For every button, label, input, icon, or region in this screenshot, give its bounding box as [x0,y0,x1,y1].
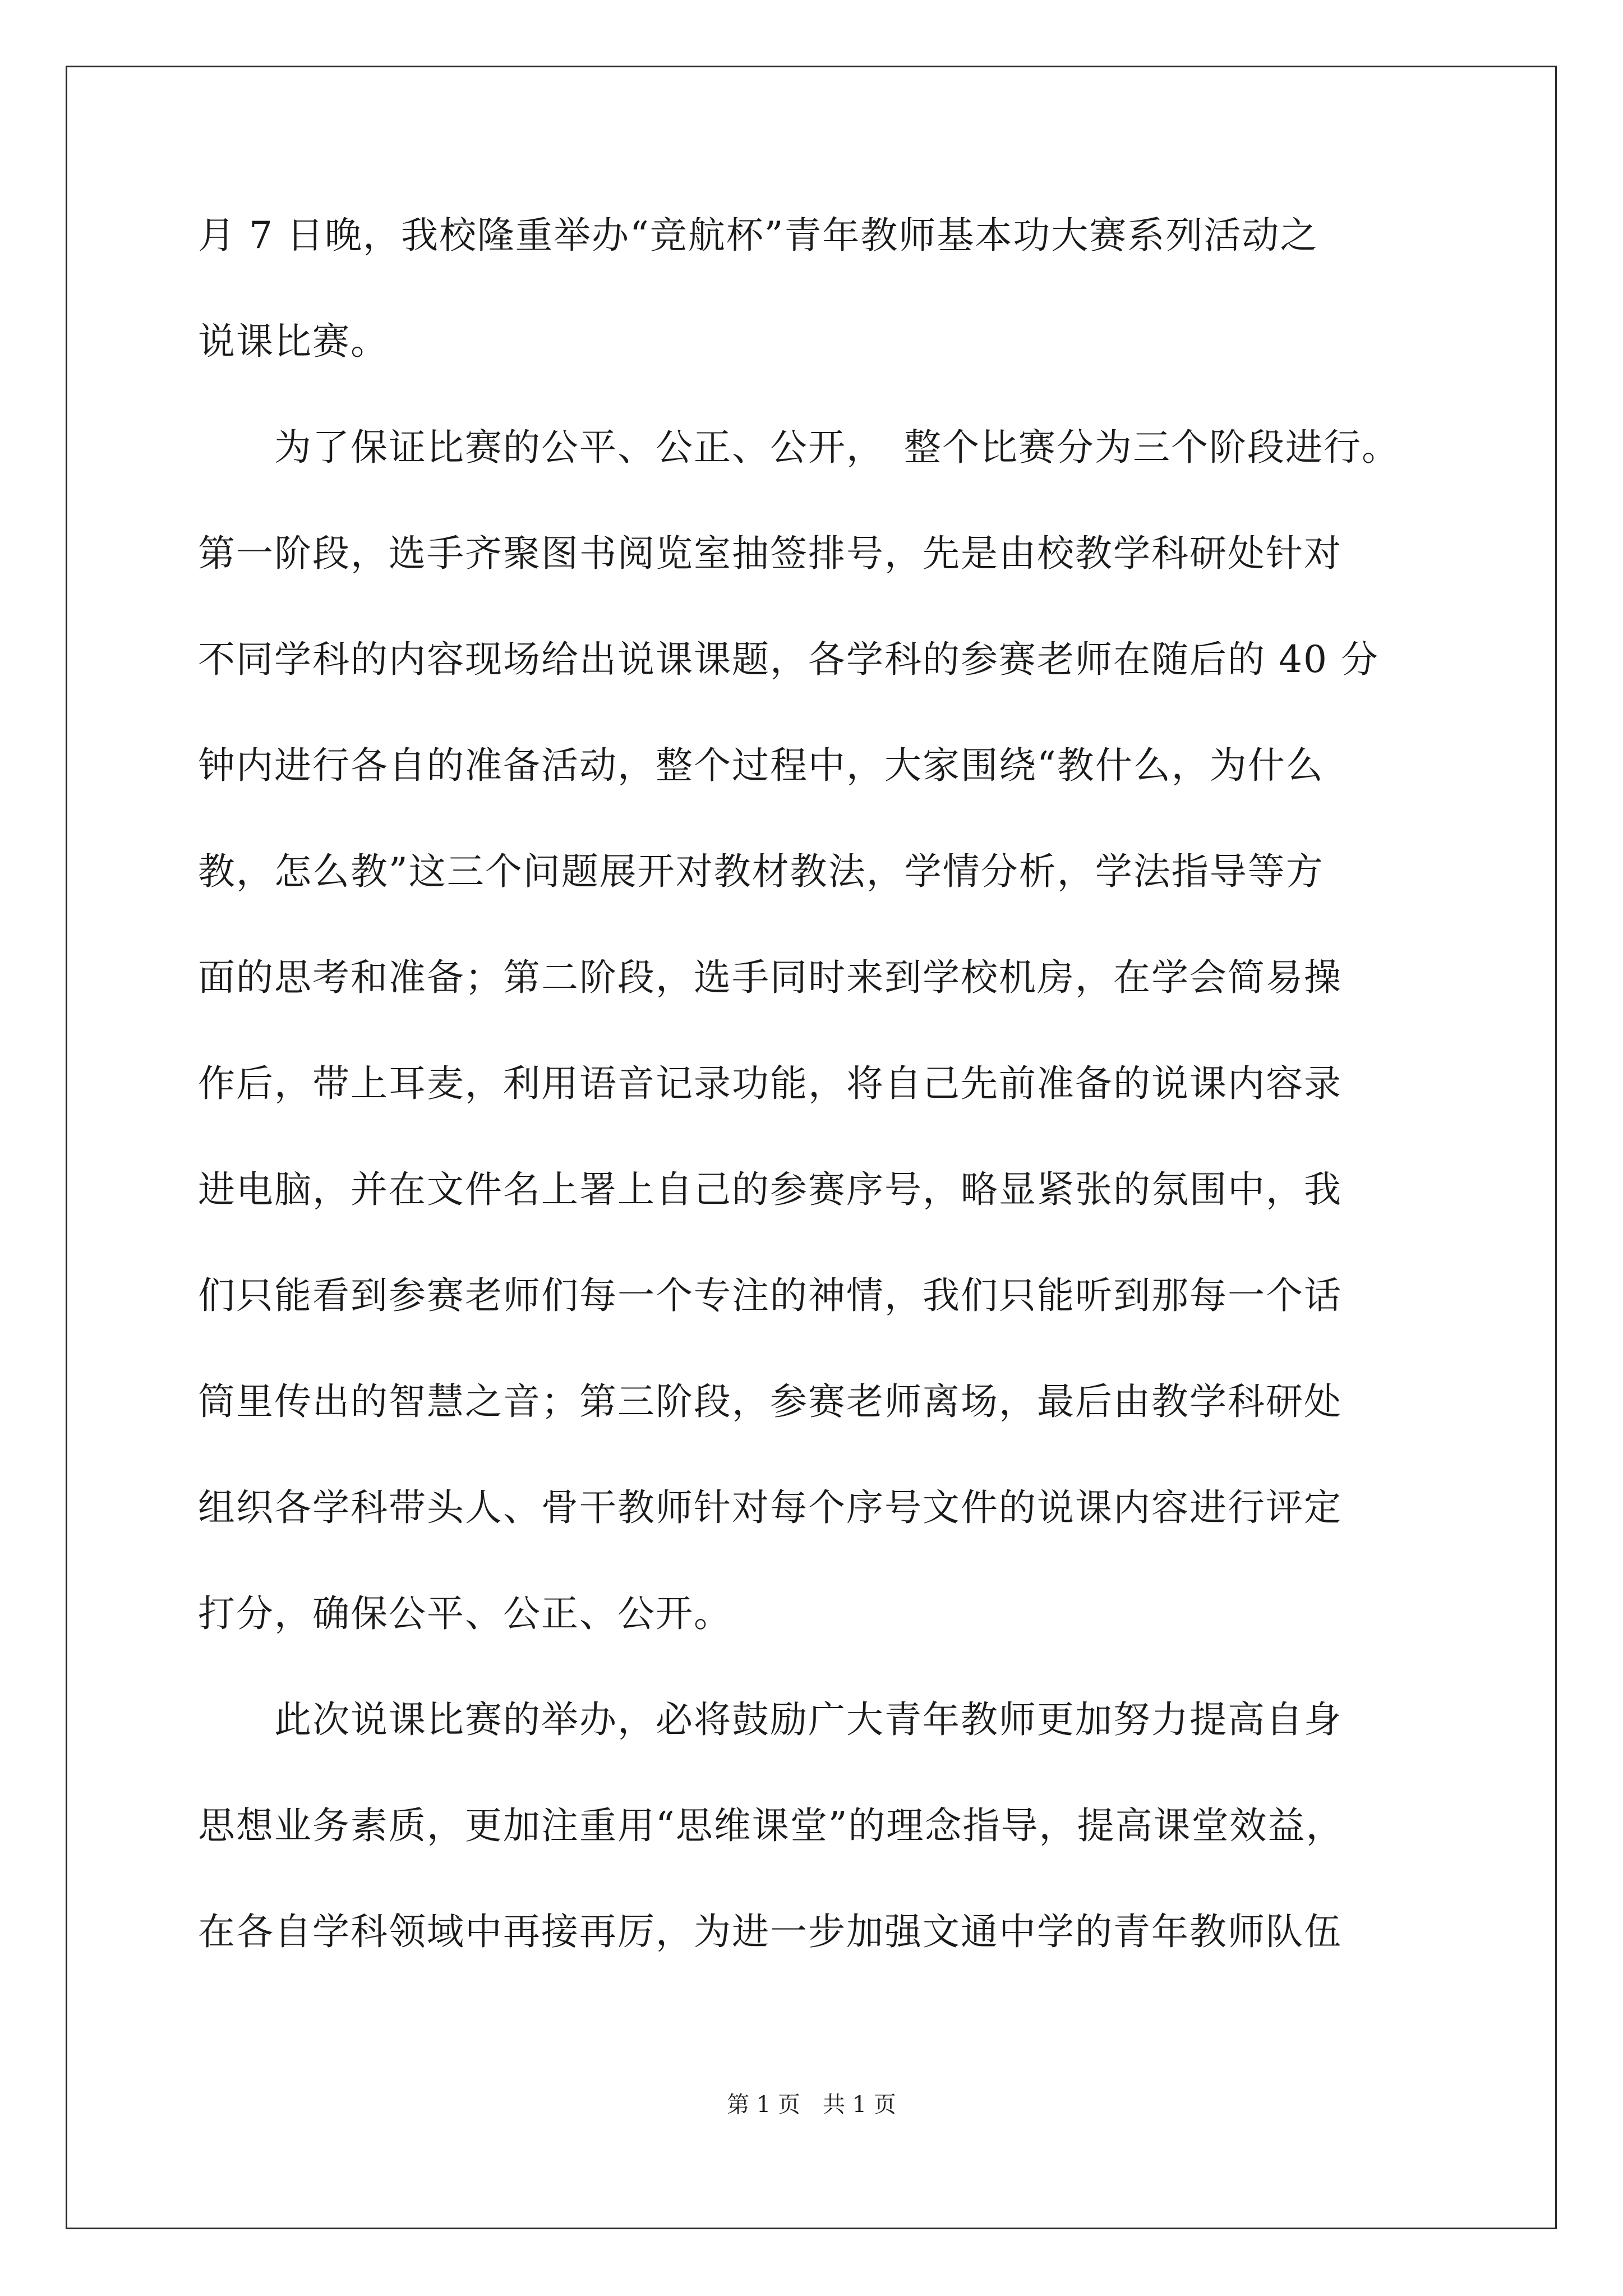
text-line: 教，怎么教”这三个问题展开对教材教法，学情分析，学法指导等方 [198,850,1324,893]
text-line: 筒里传出的智慧之音；第三阶段，参赛老师离场，最后由教学科研处 [198,1380,1342,1423]
text-line: 月 7 日晚，我校隆重举办“竞航杯”青年教师基本功大赛系列活动之 [198,214,1318,257]
text-line: 作后，带上耳麦，利用语音记录功能，将自己先前准备的说课内容录 [198,1062,1342,1105]
body-text [198,209,1426,2011]
text-line: 此次说课比赛的举办，必将鼓励广大青年教师更加努力提高自身 [198,1698,1342,1741]
text-line: 们只能看到参赛老师们每一个专注的神情，我们只能听到那每一个话 [198,1274,1342,1317]
text-line: 打分，确保公平、公正、公开。 [198,1592,732,1635]
text-line: 钟内进行各自的准备活动，整个过程中，大家围绕“教什么，为什么 [198,744,1324,787]
text-line: 不同学科的内容现场给出说课课题，各学科的参赛老师在随后的 40 分 [198,638,1379,681]
text-line: 为了保证比赛的公平、公正、公开， 整个比赛分为三个阶段进行。 [198,426,1400,469]
text-line: 说课比赛。 [198,320,389,363]
text-line: 面的思考和准备；第二阶段，选手同时来到学校机房，在学会简易操 [198,956,1342,999]
text-line: 进电脑，并在文件名上署上自己的参赛序号，略显紧张的氛围中，我 [198,1168,1342,1211]
page-number-footer: 第 1 页 共 1 页 [727,2092,896,2118]
text-line: 思想业务素质，更加注重用“思维课堂”的理念指导，提高课堂效益， [198,1804,1344,1847]
text-line: 在各自学科领域中再接再厉，为进一步加强文通中学的青年教师队伍 [198,1910,1342,1953]
text-line: 第一阶段，选手齐聚图书阅览室抽签排号，先是由校教学科研处针对 [198,532,1342,575]
text-line: 组织各学科带头人、骨干教师针对每个序号文件的说课内容进行评定 [198,1486,1342,1529]
